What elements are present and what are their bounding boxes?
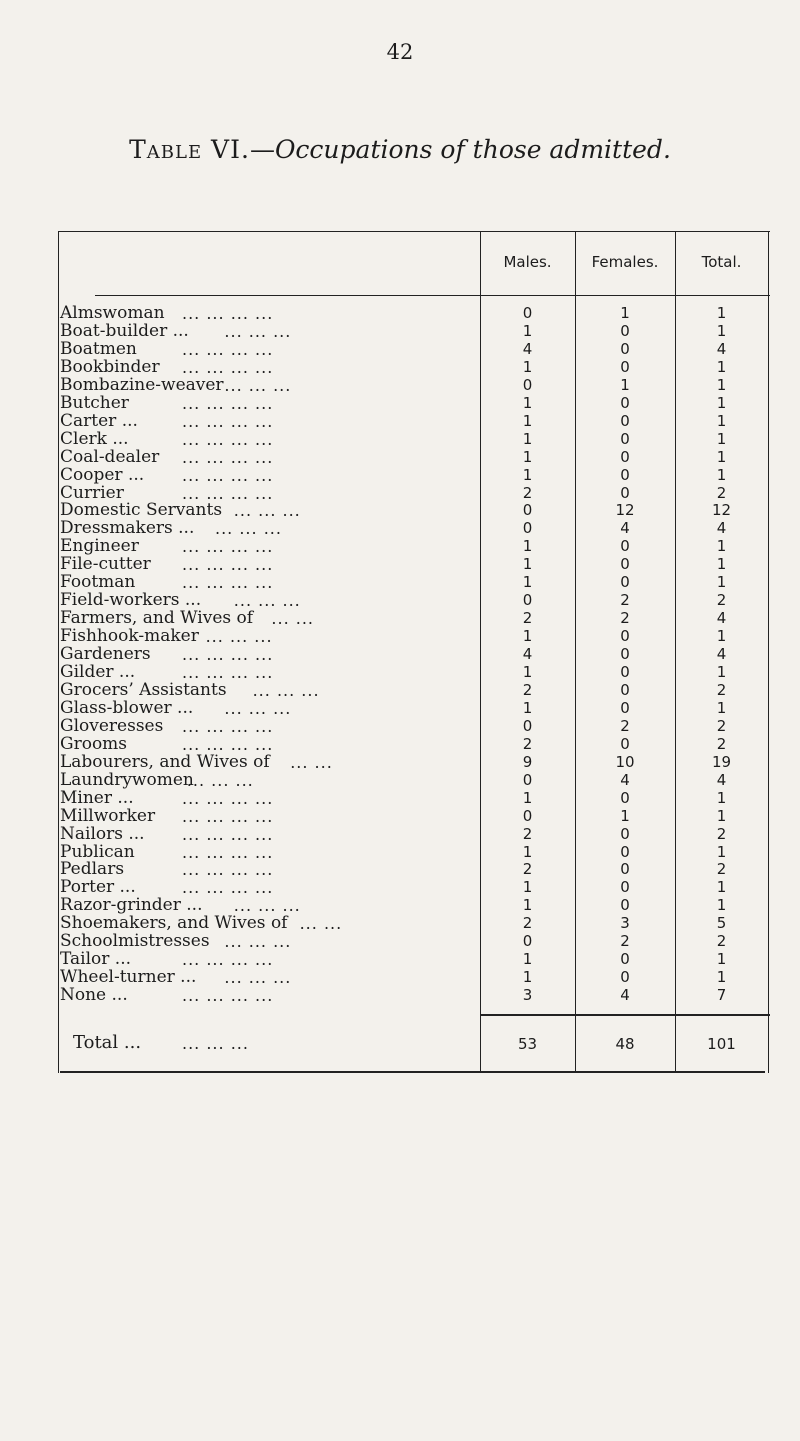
total-cell: 1 <box>716 698 727 717</box>
total-leader-dots: ... ... ... <box>182 1034 249 1053</box>
leader-dots: ... ... ... <box>252 680 320 700</box>
table-right-border <box>768 231 769 1073</box>
total-label: Total ... <box>73 1032 142 1053</box>
total-cell: 1 <box>716 663 727 681</box>
total-cell: 2 <box>716 680 727 699</box>
occupation-label: Carter ... <box>60 410 138 431</box>
females-cell: 0 <box>620 842 630 861</box>
females-cell: 1 <box>620 375 630 394</box>
leader-dots: ... ... ... <box>224 321 292 341</box>
males-cell: 0 <box>522 770 533 789</box>
males-cell: 0 <box>522 501 533 520</box>
occupation-label: Millworker <box>60 805 156 826</box>
total-cell: 1 <box>716 357 727 376</box>
females-cell: 4 <box>620 986 630 1005</box>
males-cell: 0 <box>522 932 533 951</box>
females-cell: 0 <box>620 465 630 484</box>
total-cell: 1 <box>716 411 727 430</box>
occupation-label: Nailors ... <box>60 823 145 844</box>
females-cell: 0 <box>620 878 630 897</box>
total-cell: 4 <box>716 645 727 664</box>
leader-dots: ... ... ... ... <box>182 878 274 898</box>
occupation-label: Glass-blower ... <box>60 697 194 718</box>
females-cell: 2 <box>620 609 630 628</box>
females-cell: 4 <box>620 519 630 538</box>
females-cell: 0 <box>620 645 630 664</box>
leader-dots: ... ... ... ... <box>182 824 274 844</box>
leader-dots: ... ... ... <box>233 896 301 916</box>
males-cell: 1 <box>522 555 533 574</box>
leader-dots: ... ... ... <box>215 519 282 539</box>
females-cell: 0 <box>620 321 630 340</box>
occupation-label: Gardeners <box>60 644 151 665</box>
total-cell: 2 <box>716 483 727 502</box>
leader-dots: ... ... ... ... <box>182 429 274 449</box>
occupation-label: Shoemakers, and Wives of <box>60 913 288 934</box>
females-cell: 0 <box>620 483 630 502</box>
females-cell: 0 <box>620 663 630 681</box>
col-header-females: Females. <box>591 253 659 271</box>
total-cell: 2 <box>716 591 727 610</box>
males-cell: 9 <box>522 752 533 771</box>
occupation-label: Footman <box>60 572 136 593</box>
females-cell: 3 <box>620 914 630 933</box>
occupation-label: Boat-builder ... <box>60 320 189 341</box>
occupation-label: Grooms <box>60 733 128 754</box>
females-cell: 0 <box>620 824 630 843</box>
leader-dots: ... ... ... ... <box>182 465 274 485</box>
total-cell: 4 <box>716 519 727 538</box>
leader-dots: ... ... <box>290 752 333 772</box>
occupation-label: Pedlars <box>60 859 125 880</box>
total-cell: 4 <box>716 770 727 789</box>
page-number: 42 <box>386 40 414 64</box>
total-cell: 1 <box>716 878 727 897</box>
total-cell: 4 <box>716 609 727 628</box>
leader-dots: ... ... ... ... <box>182 788 274 808</box>
table-label: Table VI. <box>129 135 250 164</box>
females-cell: 0 <box>620 698 630 717</box>
males-cell: 1 <box>522 357 533 376</box>
males-cell: 1 <box>522 788 533 807</box>
males-cell: 2 <box>522 680 533 699</box>
females-cell: 10 <box>615 752 635 771</box>
males-cell: 0 <box>522 375 533 394</box>
females-cell: 0 <box>620 896 630 915</box>
total-cell: 1 <box>716 375 727 394</box>
leader-dots: ... ... <box>299 914 343 934</box>
occupation-label: Schoolmistresses <box>60 931 210 952</box>
col-header-total: Total. <box>701 253 742 271</box>
males-cell: 1 <box>522 627 533 646</box>
leader-dots: ... ... ... <box>186 770 254 790</box>
females-cell: 12 <box>615 501 635 520</box>
occupation-label: Bombazine-weaver <box>60 374 224 395</box>
leader-dots: ... ... ... ... <box>182 357 274 377</box>
leader-dots: ... ... ... ... <box>182 483 274 503</box>
occupation-label: Grocers’ Assistants <box>60 679 227 700</box>
males-cell: 2 <box>522 609 533 628</box>
total-cell: 2 <box>716 824 727 843</box>
males-cell: 0 <box>522 806 533 825</box>
males-cell: 1 <box>522 447 533 466</box>
males-cell: 3 <box>522 986 533 1005</box>
females-cell: 0 <box>620 429 630 448</box>
leader-dots: ... ... ... ... <box>182 304 274 323</box>
total-cell: 1 <box>716 304 727 322</box>
females-cell: 2 <box>620 591 630 610</box>
table-title <box>0 135 800 164</box>
occupation-label: Tailor ... <box>60 949 132 970</box>
males-cell: 1 <box>522 411 533 430</box>
total-cell: 1 <box>716 573 727 592</box>
males-cell: 1 <box>522 393 533 412</box>
females-cell: 0 <box>620 968 630 987</box>
total-cell: 1 <box>716 788 727 807</box>
leader-dots: ... ... ... ... <box>182 860 274 880</box>
total-cell: 1 <box>716 627 727 646</box>
occupation-label: Labourers, and Wives of <box>60 751 270 772</box>
leader-dots: ... ... ... ... <box>182 555 274 575</box>
males-cell: 1 <box>522 465 533 484</box>
males-cell: 1 <box>522 537 533 556</box>
total-total: 101 <box>707 1035 736 1053</box>
table-total-rule <box>480 1014 770 1016</box>
females-cell: 0 <box>620 339 630 358</box>
total-cell: 1 <box>716 842 727 861</box>
total-cell: 12 <box>711 501 732 520</box>
occupation-label: File-cutter <box>60 554 151 575</box>
males-cell: 0 <box>522 304 533 322</box>
occupation-label: Publican <box>60 841 135 862</box>
males-cell: 0 <box>522 591 533 610</box>
leader-dots: ... ... ... ... <box>182 663 274 682</box>
leader-dots: ... ... ... ... <box>182 393 274 413</box>
total-cell: 2 <box>716 734 727 753</box>
females-cell: 0 <box>620 950 630 969</box>
total-cell: 1 <box>716 393 727 412</box>
total-cell: 1 <box>716 465 727 484</box>
col-header-males: Males. <box>503 253 552 271</box>
occupation-label: Cooper ... <box>60 464 145 485</box>
males-cell: 4 <box>522 339 533 358</box>
total-cell: 1 <box>716 950 727 969</box>
females-cell: 0 <box>620 537 630 556</box>
total-cell: 5 <box>716 914 727 933</box>
total-cell: 1 <box>716 429 727 448</box>
occupation-label: Currier <box>60 482 124 503</box>
males-cell: 1 <box>522 321 533 340</box>
males-cell: 1 <box>522 896 533 915</box>
total-cell: 4 <box>716 339 727 358</box>
total-cell: 7 <box>716 986 727 1005</box>
total-cell: 1 <box>716 968 727 987</box>
occupation-label: Laundrywomen <box>60 769 194 790</box>
occupation-label: Engineer <box>60 536 139 557</box>
total-cell: 1 <box>716 321 727 340</box>
total-cell: 1 <box>716 806 727 825</box>
females-cell: 0 <box>620 788 630 807</box>
males-cell: 2 <box>522 483 533 502</box>
leader-dots: ... ... ... ... <box>182 734 274 754</box>
total-females: 48 <box>615 1035 635 1053</box>
females-cell: 0 <box>620 627 630 646</box>
females-cell: 0 <box>620 411 630 430</box>
leader-dots: ... ... ... ... <box>182 645 274 665</box>
females-cell: 0 <box>620 573 630 592</box>
leader-dots: ... ... ... <box>224 698 292 718</box>
occupation-label: Razor-grinder ... <box>60 895 203 916</box>
table-header-rule <box>95 295 770 296</box>
leader-dots: ... ... ... <box>224 968 292 988</box>
males-cell: 1 <box>522 573 533 592</box>
total-males: 53 <box>517 1035 538 1053</box>
leader-dots: ... ... ... ... <box>182 986 274 1006</box>
occupation-label: Domestic Servants <box>60 500 223 521</box>
total-cell: 1 <box>716 447 727 466</box>
occupation-label: Dressmakers ... <box>60 518 195 539</box>
leader-dots: ... ... ... ... <box>182 806 274 826</box>
males-cell: 1 <box>522 878 533 897</box>
occupation-label: Fishhook-maker <box>60 626 199 647</box>
leader-dots: ... ... ... ... <box>182 573 274 593</box>
leader-dots: ... ... ... ... <box>182 537 274 557</box>
males-cell: 1 <box>522 950 533 969</box>
occupation-label: Gilder ... <box>60 662 136 682</box>
males-cell: 1 <box>522 842 533 861</box>
males-cell: 1 <box>522 429 533 448</box>
occupation-label: Coal-dealer <box>60 446 160 467</box>
occupation-label: Wheel-turner ... <box>60 967 197 988</box>
occupation-label: Butcher <box>60 392 129 413</box>
total-cell: 2 <box>716 932 727 951</box>
table-top-rule <box>58 231 770 232</box>
leader-dots: ... ... ... <box>224 932 292 952</box>
males-cell: 4 <box>522 645 533 664</box>
table-subject: Occupations of those admitted. <box>274 135 671 164</box>
females-cell: 0 <box>620 393 630 412</box>
occupation-label: Bookbinder <box>60 356 160 377</box>
males-cell: 2 <box>522 824 533 843</box>
occupation-label: None ... <box>60 985 128 1006</box>
females-cell: 0 <box>620 860 630 879</box>
males-cell: 2 <box>522 914 533 933</box>
total-cell: 1 <box>716 537 727 556</box>
leader-dots: ... ... ... <box>205 627 273 647</box>
males-cell: 1 <box>522 663 533 681</box>
occupation-label: Gloveresses <box>60 715 164 736</box>
total-cell: 2 <box>716 716 727 735</box>
leader-dots: ... ... ... <box>224 375 292 395</box>
females-cell: 1 <box>620 806 630 825</box>
leader-dots: ... ... ... ... <box>182 842 274 862</box>
occupation-label: Almswoman <box>60 303 165 323</box>
females-cell: 0 <box>620 447 630 466</box>
table-left-border <box>58 231 59 1073</box>
leader-dots: ... ... ... ... <box>182 447 274 467</box>
leader-dots: ... ... ... <box>233 501 301 521</box>
leader-dots: ... ... ... ... <box>182 950 274 970</box>
males-cell: 0 <box>522 716 533 735</box>
leader-dots: ... ... ... ... <box>182 411 274 431</box>
females-cell: 0 <box>620 555 630 574</box>
males-cell: 0 <box>522 519 533 538</box>
males-cell: 2 <box>522 860 533 879</box>
males-cell: 1 <box>522 968 533 987</box>
females-cell: 2 <box>620 932 630 951</box>
females-cell: 0 <box>620 680 630 699</box>
occupation-label: Farmers, and Wives of <box>60 608 254 629</box>
occupation-label: Field-workers ... <box>60 590 202 611</box>
females-cell: 0 <box>620 357 630 376</box>
total-cell: 2 <box>716 860 727 879</box>
title-dash: — <box>249 135 275 164</box>
occupation-label: Porter ... <box>60 877 136 898</box>
leader-dots: ... ... ... ... <box>182 716 274 736</box>
males-cell: 2 <box>522 734 533 753</box>
males-cell: 1 <box>522 698 533 717</box>
females-cell: 4 <box>620 770 630 789</box>
leader-dots: ... ... ... ... <box>182 339 274 359</box>
occupation-label: Clerk ... <box>60 428 129 449</box>
females-cell: 2 <box>620 716 630 735</box>
total-cell: 19 <box>711 752 732 771</box>
total-cell: 1 <box>716 896 727 915</box>
females-cell: 1 <box>620 304 630 322</box>
total-cell: 1 <box>716 555 727 574</box>
leader-dots: ... ... ... <box>233 591 301 611</box>
leader-dots: ... ... <box>271 609 314 629</box>
occupation-label: Miner ... <box>60 787 134 808</box>
table-bottom-rule <box>60 1071 765 1073</box>
occupation-label: Boatmen <box>60 338 137 359</box>
females-cell: 0 <box>620 734 630 753</box>
